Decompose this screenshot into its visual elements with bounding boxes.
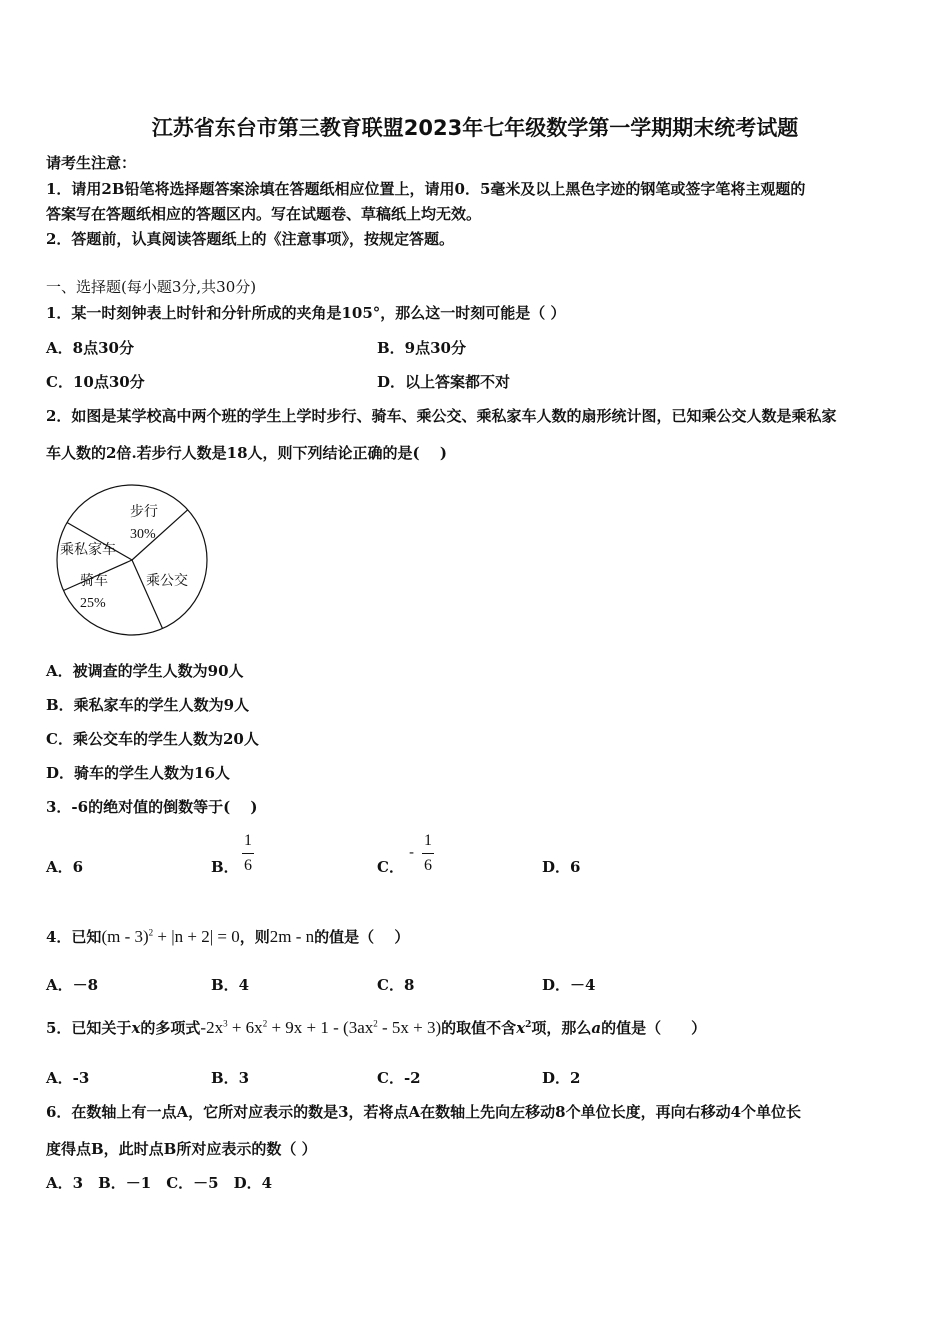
q1-option-c: C．10点30分 bbox=[46, 373, 145, 391]
q2-option-d: D．骑车的学生人数为16人 bbox=[46, 764, 230, 782]
q5-option-d: D．2 bbox=[542, 1069, 581, 1087]
q6-stem-line1: 6．在数轴上有一点A，它所对应表示的数是3，若将点A在数轴上先向左移动8个单位长度，再向右移动4个单位长 bbox=[46, 1103, 802, 1121]
slice-label-bike: 骑车 bbox=[80, 574, 108, 589]
q3-option-c-sign: - bbox=[409, 843, 415, 861]
q3-stem: 3．-6的绝对值的倒数等于( ) bbox=[46, 798, 258, 816]
q5-option-a: A．-3 bbox=[46, 1069, 90, 1087]
q2-stem-line2: 车人数的2倍.若步行人数是18人，则下列结论正确的是( ) bbox=[46, 444, 447, 462]
q2-option-b: B．乘私家车的学生人数为9人 bbox=[46, 696, 250, 714]
q6-stem-line2: 度得点B，此时点B所对应表示的数（ ） bbox=[46, 1140, 317, 1158]
q4-option-b: B．4 bbox=[211, 976, 250, 994]
q5-option-b: B．3 bbox=[211, 1069, 250, 1087]
q4-stem: 4．已知(m - 3)$^2$ + |n + 2| = 0，则2m - n的值是（ ） bbox=[46, 927, 410, 946]
q2-option-c: C．乘公交车的学生人数为20人 bbox=[46, 730, 259, 748]
q2-stem-line1: 2．如图是某学校高中两个班的学生上学时步行、骑车、乘公交、乘私家车人数的扇形统计图，已知乘公交人数是乘私家 bbox=[46, 407, 837, 425]
slice-label-bus: 乘公交 bbox=[146, 574, 188, 589]
pie-chart bbox=[50, 478, 220, 643]
q6-options: A．3 B．－1 C．－5 D．4 bbox=[46, 1174, 273, 1192]
q3-option-b-fraction: $\frac{1}{6}$ bbox=[244, 832, 252, 874]
page-title: 江苏省东台市第三教育联盟2023年七年级数学第一学期期末统考试题 bbox=[151, 116, 799, 140]
q4-option-d: D．－4 bbox=[542, 976, 596, 994]
q5-option-c: C．-2 bbox=[377, 1069, 421, 1087]
notice-heading: 请考生注意： bbox=[46, 154, 137, 172]
q4-option-a: A．－8 bbox=[46, 976, 99, 994]
notice-line-1: 1．请用2B铅笔将选择题答案涂填在答题纸相应位置上，请用0．5毫米及以上黑色字迹的钢笔或签字笔将主观题的 bbox=[46, 180, 806, 198]
slice-label-walk: 步行 bbox=[130, 505, 158, 520]
q4-expression: (m - 3)$^2$ + |n + 2| = 0 bbox=[101, 927, 240, 946]
q3-option-c-fraction: $\frac{1}{6}$ bbox=[424, 832, 432, 874]
slice-value-walk: 30% bbox=[130, 527, 156, 542]
q2-option-a: A．被调查的学生人数为90人 bbox=[46, 662, 244, 680]
q3-option-c-label: C． bbox=[377, 858, 404, 876]
notice-line-2: 答案写在答题纸相应的答题区内。写在试题卷、草稿纸上均无效。 bbox=[46, 205, 482, 223]
pie-slice-boundary bbox=[132, 560, 163, 629]
notice-line-3: 2．答题前，认真阅读答题纸上的《注意事项》，按规定答题。 bbox=[46, 230, 454, 248]
q3-option-b-label: B． bbox=[211, 858, 239, 876]
q5-stem: 5．已知关于x的多项式$-2x^3 + 6x^2 + 9x + 1 - (3ax^2 - 5x + 3)$的取值不含$x^2$项，那么a的值是（ ） bbox=[46, 1018, 707, 1037]
q1-option-b: B．9点30分 bbox=[377, 339, 466, 357]
q5-polynomial: $-2x^3 + 6x^2 + 9x + 1 - (3ax^2 - 5x + 3)$ bbox=[200, 1018, 442, 1037]
q1-option-d: D．以上答案都不对 bbox=[377, 373, 511, 391]
slice-value-bike: 25% bbox=[80, 596, 106, 611]
section-heading: 一、选择题(每小题3分,共30分) bbox=[46, 278, 257, 296]
q3-option-d: D．6 bbox=[542, 858, 581, 876]
q1-option-a: A．8点30分 bbox=[46, 339, 134, 357]
q3-option-a: A．6 bbox=[46, 858, 84, 876]
q1-stem: 1．某一时刻钟表上时针和分针所成的夹角是105°，那么这一时刻可能是（ ） bbox=[46, 304, 566, 322]
q4-option-c: C．8 bbox=[377, 976, 415, 994]
slice-label-car: 乘私家车 bbox=[60, 543, 116, 558]
